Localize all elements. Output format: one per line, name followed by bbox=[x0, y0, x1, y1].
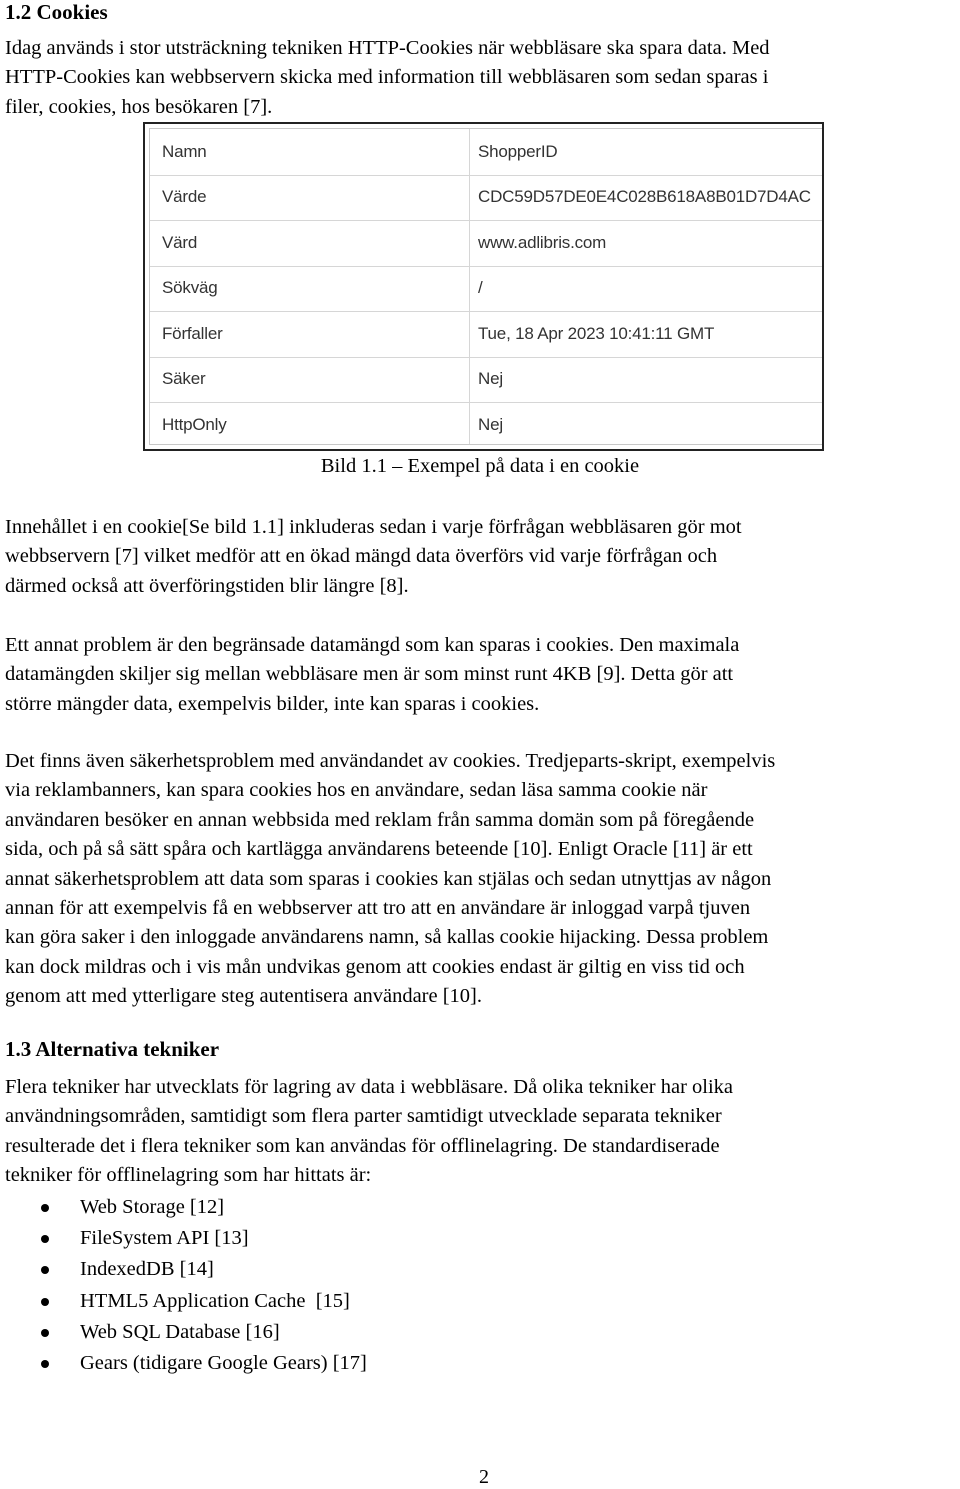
list-item bbox=[0, 1317, 367, 1348]
section-heading-cookies: 1.2 Cookies bbox=[5, 0, 108, 24]
cookie-field-value: CDC59D57DE0E4C028B618A8B01D7D4AC bbox=[478, 187, 811, 207]
cookie-field-key: Värd bbox=[162, 232, 198, 252]
bullet-icon bbox=[41, 1204, 49, 1212]
cookie-example-figure bbox=[143, 122, 824, 451]
bullet-icon bbox=[41, 1360, 49, 1368]
body-paragraph: Ett annat problem är den begränsade datamängd som kan sparas i cookies. Den maximala datamängden skiljer sig mellan webbläsare men är som minst runt 4KB [9]. Detta gör att större mängder data, exempelvis bilder, inte kan sparas i cookies. bbox=[5, 634, 740, 715]
table-row bbox=[150, 402, 822, 448]
cookie-field-key: HttpOnly bbox=[162, 414, 227, 434]
list-item-text: FileSystem API [13] bbox=[80, 1227, 249, 1250]
list-item bbox=[0, 1254, 367, 1285]
cookies-intro-paragraph: Idag används i stor utsträckning tekniken HTTP-Cookies när webbläsare ska spara data. Med HTTP-Cookies kan webbservern skicka med information till webbläsaren som sedan sparas i filer, cookies, hos besökaren [7]. bbox=[5, 37, 770, 118]
cookie-field-key: Namn bbox=[162, 141, 207, 161]
bullet-icon bbox=[41, 1235, 49, 1243]
table-row bbox=[150, 175, 822, 222]
list-item-text: Web SQL Database [16] bbox=[80, 1320, 280, 1343]
cookie-field-key: Värde bbox=[162, 187, 207, 207]
body-paragraph: Innehållet i en cookie[Se bild 1.1] inkluderas sedan i varje förfrågan webbläsaren gör mot webbservern [7] vilket medför att en ökad mängd data överförs vid varje förfrågan och därmed också att överföringstiden blir längre [8]. bbox=[5, 516, 742, 597]
figure-caption: Bild 1.1 – Exempel på data i en cookie bbox=[320, 455, 640, 477]
cookie-field-value: / bbox=[478, 278, 483, 298]
cookie-field-value: Nej bbox=[478, 369, 503, 389]
list-item-text: Gears (tidigare Google Gears) [17] bbox=[80, 1351, 367, 1374]
alternatives-intro-paragraph: Flera tekniker har utvecklats för lagring av data i webbläsare. Då olika tekniker har olika användningsområden, samtidigt som flera parter samtidigt utvecklade separata tekniker resulterade det i flera tekniker som kan användas för offlinelagring. De standardiserade tekniker för offlinelagring som har hittats är: bbox=[5, 1076, 734, 1187]
cookie-field-key: Förfaller bbox=[162, 323, 223, 343]
page-number: 2 bbox=[479, 1466, 489, 1488]
cookie-table bbox=[149, 128, 822, 445]
bullet-icon bbox=[41, 1298, 49, 1306]
list-item bbox=[0, 1223, 367, 1254]
table-row bbox=[150, 266, 822, 313]
body-paragraph: Det finns även säkerhetsproblem med användandet av cookies. Tredjeparts-skript, exempelvis via reklambanners, kan spara cookies hos en användare, sedan läsa samma cookie när användaren besöker en annan webbsida med reklam från samma domän som på föregående sida, och på så sätt spåra och kartlägga användarens beteende [10]. Enligt Oracle [11] är ett annat säkerhetsproblem att data som sparas i cookies kan stjälas och sedan utnyttjas av någon annan för att exempelvis få en webbserver att tro att en användare är inloggad varpå tjuven kan göra saker i den inloggade användarens namn, så kallas cookie hijacking. Dessa problem kan dock mildras och i vis mån undvikas genom att cookies endast är giltig en viss tid och genom att med ytterligare steg autentisera användare [10]. bbox=[5, 750, 776, 1008]
table-row bbox=[150, 220, 822, 267]
table-row bbox=[150, 311, 822, 358]
list-item-text: IndexedDB [14] bbox=[80, 1258, 214, 1281]
list-item bbox=[0, 1286, 367, 1317]
cookie-field-key: Säker bbox=[162, 369, 206, 389]
table-row bbox=[150, 129, 822, 176]
bullet-icon bbox=[41, 1266, 49, 1274]
cookie-field-value: Tue, 18 Apr 2023 10:41:11 GMT bbox=[478, 323, 715, 343]
techniques-list bbox=[0, 1192, 367, 1379]
list-item-text: Web Storage [12] bbox=[80, 1196, 225, 1218]
cookie-field-value: Nej bbox=[478, 414, 503, 434]
cookie-field-key: Sökväg bbox=[162, 278, 218, 298]
cookie-field-value: www.adlibris.com bbox=[478, 232, 607, 252]
list-item-text: HTML5 Application Cache [15] bbox=[80, 1289, 350, 1312]
bullet-icon bbox=[41, 1329, 49, 1337]
section-heading-alternatives: 1.3 Alternativa tekniker bbox=[5, 1037, 220, 1061]
table-row bbox=[150, 357, 822, 404]
list-item bbox=[0, 1192, 367, 1223]
cookie-field-value: ShopperID bbox=[478, 141, 558, 161]
list-item bbox=[0, 1348, 367, 1379]
